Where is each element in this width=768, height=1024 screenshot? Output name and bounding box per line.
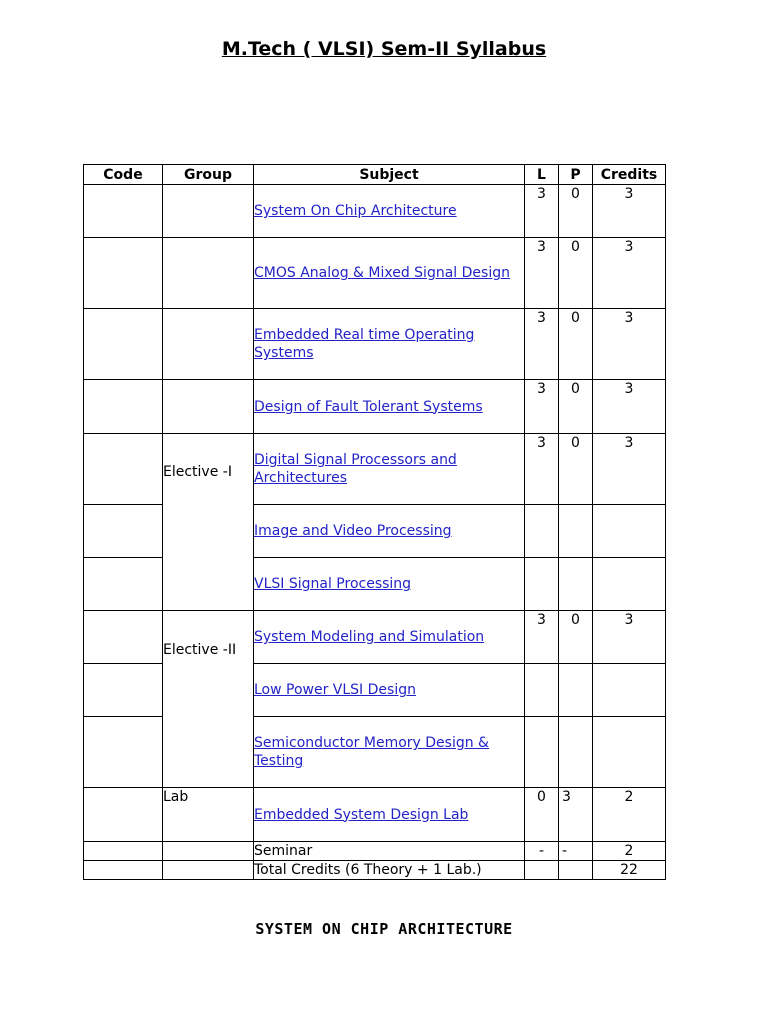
credits-cell: 3 <box>593 434 666 505</box>
p-cell: 0 <box>559 309 593 380</box>
l-cell <box>525 664 559 717</box>
code-cell <box>84 238 163 309</box>
subject-cell <box>254 380 525 434</box>
credits-cell: 22 <box>593 861 666 880</box>
credits-cell: 2 <box>593 842 666 861</box>
p-cell: 0 <box>559 611 593 664</box>
group-elective-2: Elective -II <box>163 611 254 788</box>
subject-cell <box>254 309 525 380</box>
subject-cell <box>254 717 525 788</box>
code-cell <box>84 380 163 434</box>
subject-cell <box>254 185 525 238</box>
subject-cell <box>254 434 525 505</box>
p-cell: - <box>559 842 593 861</box>
group-cell <box>163 238 254 309</box>
credits-cell: 3 <box>593 309 666 380</box>
table-row-total <box>84 861 666 880</box>
section-heading: SYSTEM ON CHIP ARCHITECTURE <box>255 920 513 938</box>
code-cell <box>84 309 163 380</box>
p-cell <box>559 558 593 611</box>
l-cell: 0 <box>525 788 559 842</box>
p-cell <box>559 717 593 788</box>
p-cell: 0 <box>559 380 593 434</box>
credits-cell: 2 <box>593 788 666 842</box>
header-credits: Credits <box>593 165 666 185</box>
subject-cell <box>254 505 525 558</box>
table-row <box>84 380 666 434</box>
p-cell <box>559 664 593 717</box>
group-lab: Lab <box>163 788 254 842</box>
subject-cell <box>254 558 525 611</box>
code-cell <box>84 434 163 505</box>
code-cell <box>84 788 163 842</box>
credits-cell <box>593 664 666 717</box>
table-row <box>84 611 666 664</box>
subject-link[interactable]: Low Power VLSI Design <box>254 682 416 698</box>
group-cell <box>163 861 254 880</box>
credits-cell <box>593 505 666 558</box>
code-cell <box>84 842 163 861</box>
subject-link[interactable]: Design of Fault Tolerant Systems <box>254 398 483 415</box>
l-cell <box>525 558 559 611</box>
table-row <box>84 434 666 505</box>
p-cell: 0 <box>559 185 593 238</box>
subject-cell: Seminar <box>254 842 525 861</box>
header-subject: Subject <box>254 165 525 185</box>
subject-cell <box>254 788 525 842</box>
l-cell: 3 <box>525 434 559 505</box>
subject-cell <box>254 611 525 664</box>
header-p: P <box>559 165 593 185</box>
credits-cell: 3 <box>593 185 666 238</box>
header-code: Code <box>84 165 163 185</box>
group-cell <box>163 185 254 238</box>
group-cell <box>163 842 254 861</box>
code-cell <box>84 611 163 664</box>
p-cell: 0 <box>559 238 593 309</box>
l-cell: 3 <box>525 238 559 309</box>
subject-cell <box>254 664 525 717</box>
l-cell: 3 <box>525 309 559 380</box>
subject-link[interactable]: Embedded System Design Lab <box>254 806 469 823</box>
code-cell <box>84 861 163 880</box>
subject-link[interactable]: System Modeling and Simulation <box>254 629 485 645</box>
subject-link[interactable]: Embedded Real time Operating Systems <box>254 327 475 361</box>
credits-cell <box>593 717 666 788</box>
l-cell: - <box>525 842 559 861</box>
credits-cell: 3 <box>593 380 666 434</box>
subject-link[interactable]: VLSI Signal Processing <box>254 576 412 592</box>
code-cell <box>84 717 163 788</box>
subject-link[interactable]: Digital Signal Processors and Architectures <box>254 452 457 486</box>
p-cell: 0 <box>559 434 593 505</box>
code-cell <box>84 558 163 611</box>
subject-link[interactable]: Image and Video Processing <box>254 523 452 539</box>
header-l: L <box>525 165 559 185</box>
group-cell <box>163 380 254 434</box>
table-row <box>84 185 666 238</box>
subject-cell <box>254 238 525 309</box>
subject-link[interactable]: Semiconductor Memory Design & Testing <box>254 735 489 769</box>
document-title: M.Tech ( VLSI) Sem-II Syllabus <box>221 38 547 60</box>
table-row <box>84 238 666 309</box>
code-cell <box>84 505 163 558</box>
code-cell <box>84 185 163 238</box>
l-cell <box>525 717 559 788</box>
code-cell <box>84 664 163 717</box>
subject-link[interactable]: System On Chip Architecture <box>254 203 457 219</box>
header-group: Group <box>163 165 254 185</box>
l-cell <box>525 505 559 558</box>
subject-link[interactable]: CMOS Analog & Mixed Signal Design <box>254 265 510 281</box>
p-cell <box>559 505 593 558</box>
group-cell <box>163 309 254 380</box>
group-elective-1: Elective -I <box>163 434 254 611</box>
l-cell: 3 <box>525 611 559 664</box>
table-row <box>84 788 666 842</box>
credits-cell <box>593 558 666 611</box>
table-row <box>84 309 666 380</box>
syllabus-table <box>83 164 666 880</box>
p-cell <box>559 861 593 880</box>
subject-cell: Total Credits (6 Theory + 1 Lab.) <box>254 861 525 880</box>
l-cell: 3 <box>525 380 559 434</box>
credits-cell: 3 <box>593 611 666 664</box>
l-cell: 3 <box>525 185 559 238</box>
credits-cell: 3 <box>593 238 666 309</box>
table-header-row <box>84 165 666 185</box>
p-cell: 3 <box>559 788 593 842</box>
table-row <box>84 842 666 861</box>
l-cell <box>525 861 559 880</box>
